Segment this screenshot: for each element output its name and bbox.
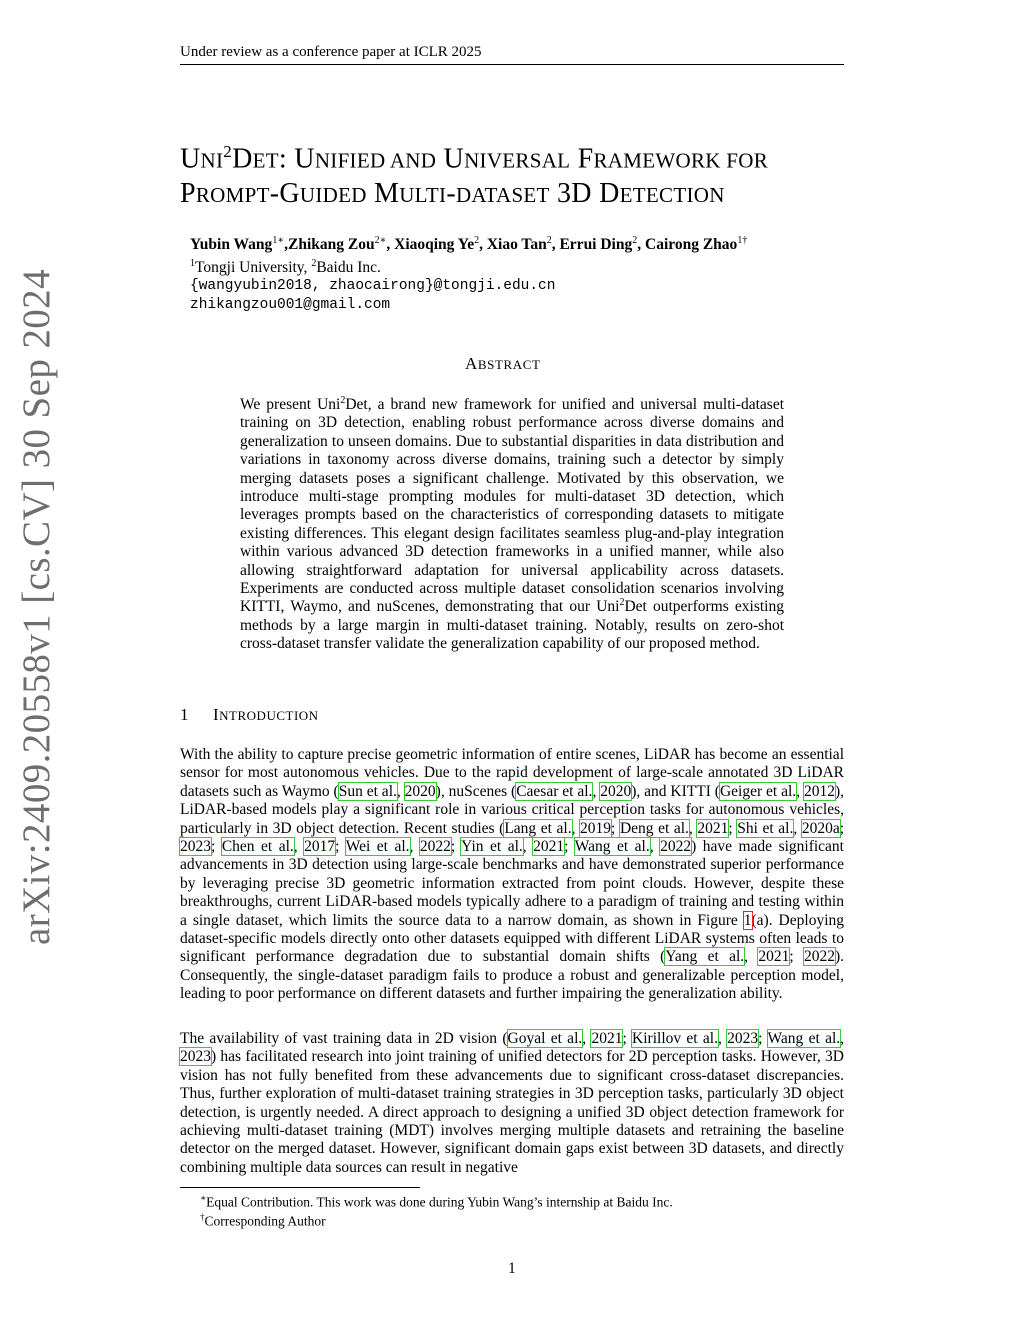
- citation-link[interactable]: Yang et al.: [665, 948, 745, 966]
- footnote-rule: [180, 1187, 420, 1188]
- author-names: Yubin Wang$^{1∗}$,Zhikang Zou$^{2∗}$, Xiaoqing Ye$^2$, Xiao Tan$^2$, Errui Ding$^2$, Cairong Zhao$^{1\dagger}$: [190, 235, 748, 254]
- footnote-equal-contribution: ∗Equal Contribution. This work was done during Yubin Wang’s internship at Baidu Inc.: [200, 1193, 673, 1210]
- citation-year-link[interactable]: 2017: [304, 838, 336, 856]
- title-line-2: PROMPT-GUIDED MULTI-DATASET 3D DETECTION: [180, 178, 725, 210]
- intro-paragraph-2: The availability of vast training data in 2D vision (Goyal et al., 2021; Kirillov et al., 2023; Wang et al., 2023) has facilitated research into joint training of unified detectors for 2D perception tasks. However, 3D vision has not fully benefited from these advancements due to significant cross-dataset discrepancies. Thus, further exploration of multi-dataset training strategies in 3D perception tasks, particularly 3D object detection, is urgently needed. A direct approach to designing a unified 3D object detection framework for achieving multi-dataset training (MDT) involves merging multiple datasets and retraining the baseline detector on the merged dataset. However, significant domain gaps exist between 3D datasets, and directly combining multiple data sources can result in negative: [180, 1030, 845, 1176]
- footnote-corresponding-author: †Corresponding Author: [200, 1212, 326, 1229]
- citation-year-link[interactable]: 2023: [180, 838, 211, 856]
- figure-ref-link[interactable]: 1: [743, 911, 752, 929]
- citation-year-link[interactable]: 2022: [419, 838, 451, 856]
- citation-link[interactable]: Caesar et al.: [516, 782, 593, 800]
- citation-link[interactable]: Chen et al.: [221, 838, 294, 856]
- author-block: [190, 231, 870, 315]
- citation-year-link[interactable]: 2021: [533, 838, 565, 856]
- citation-year-link[interactable]: 2020: [404, 782, 436, 800]
- citation-link[interactable]: Goyal et al.: [507, 1030, 583, 1047]
- citation-year-link[interactable]: 2020a: [801, 819, 840, 837]
- citation-link[interactable]: Wang et al.: [767, 1030, 841, 1047]
- citation-year-link[interactable]: 2022: [660, 838, 692, 856]
- citation-link[interactable]: Sun et al.: [338, 782, 397, 800]
- citation-link[interactable]: Wang et al.: [574, 838, 650, 856]
- page-number: 1: [508, 1260, 516, 1277]
- citation-link[interactable]: Kirillov et al.: [632, 1030, 718, 1047]
- running-header: Under review as a conference paper at ICLR 2025: [180, 44, 482, 60]
- abstract-heading: ABSTRACT: [465, 354, 541, 373]
- citation-link[interactable]: Shi et al.: [737, 819, 794, 837]
- citation-link[interactable]: Geiger et al.: [719, 782, 797, 800]
- citation-year-link[interactable]: 2022: [803, 948, 835, 966]
- citation-link[interactable]: Deng et al.: [619, 819, 689, 837]
- title-line-1: UNI$^2$DET: UNIFIED AND UNIVERSAL FRAMEWORK FOR: [180, 142, 769, 175]
- citation-link[interactable]: Wei et al.: [345, 838, 410, 856]
- citation-year-link[interactable]: 2012: [803, 782, 835, 800]
- citation-year-link[interactable]: 2021: [697, 819, 729, 837]
- paper-title: [180, 135, 870, 212]
- citation-year-link[interactable]: 2020: [600, 782, 632, 800]
- header-rule: [180, 64, 844, 65]
- email-line-2: zhikangzou001@gmail.com: [190, 297, 391, 314]
- citation-year-link[interactable]: 2023: [727, 1030, 759, 1047]
- intro-paragraph-1: With the ability to capture precise geometric information of entire scenes, LiDAR has become an essential sensor for most autonomous vehicles. Due to the rapid development of large-scale annotated 3D LiDAR datasets such as Waymo (Sun et al., 2020), nuScenes (Caesar et al., 2020), and KITTI (Geiger et al., 2012), LiDAR-based models play a significant role in various critical perception tasks for autonomous vehicles, particularly in 3D object detection. Recent studies (Lang et al., 2019; Deng et al., 2021; Shi et al., 2020a; 2023; Chen et al., 2017; Wei et al., 2022; Yin et al., 2021; Wang et al., 2022) have made significant advancements in 3D detection using large-scale benchmarks and have demonstrated superior performance by leveraging precise 3D geometric information extracted from point clouds. However, despite these breakthroughs, current LiDAR-based models typically adhere to a paradigm of training and testing within a single dataset, which limits the source data to a narrow domain, as shown in Figure 1(a). Deploying dataset-specific models directly onto other datasets equipped with different LiDAR systems often leads to significant performance degradation due to substantial domain shifts (Yang et al., 2021; 2022). Consequently, the single-dataset paradigm fails to produce a robust and generalizable perception model, leading to poor performance on different datasets and further impairing the generalization ability.: [180, 746, 845, 1003]
- citation-year-link[interactable]: 2019: [580, 819, 612, 837]
- arxiv-sidebar-stamp: arXiv:2409.20558v1 [cs.CV] 30 Sep 2024: [15, 269, 58, 945]
- citation-year-link[interactable]: 2021: [591, 1030, 623, 1047]
- section-heading-introduction: 1 INTRODUCTION: [180, 705, 319, 724]
- email-line-1: {wangyubin2018, zhaocairong}@tongji.edu.cn: [190, 278, 556, 295]
- affiliations: $^1$Tongji University, $^2$Baidu Inc.: [190, 258, 381, 277]
- abstract-body: We present Uni$^2$Det, a brand new framework for unified and universal multi-dataset training on 3D detection, enabling robust performance across diverse domains and generalization to unseen domains. Due to substantial disparities in data distribution and variations in taxonomy across diverse domains, training such a detector by simply merging datasets poses a significant challenge. Motivated by this observation, we introduce multi-stage prompting modules for multi-dataset 3D detection, which leverages prompts based on the characteristics of corresponding datasets to mitigate existing differences. This elegant design facilitates seamless plug-and-play integration within various advanced 3D detection frameworks in a unified manner, while also allowing straightforward adaptation for universal applicability across datasets. Experiments are conducted across multiple dataset consolidation scenarios involving KITTI, Waymo, and nuScenes, demonstrating that our Uni$^2$Det outperforms existing methods by a large margin in multi-dataset training. Notably, results on zero-shot cross-dataset transfer validate the generalization capability of our proposed method.: [240, 394, 785, 653]
- citation-link[interactable]: Lang et al.: [504, 819, 572, 837]
- citation-year-link[interactable]: 2021: [758, 948, 790, 966]
- citation-year-link[interactable]: 2023: [180, 1048, 211, 1066]
- citation-link[interactable]: Yin et al.: [461, 838, 523, 856]
